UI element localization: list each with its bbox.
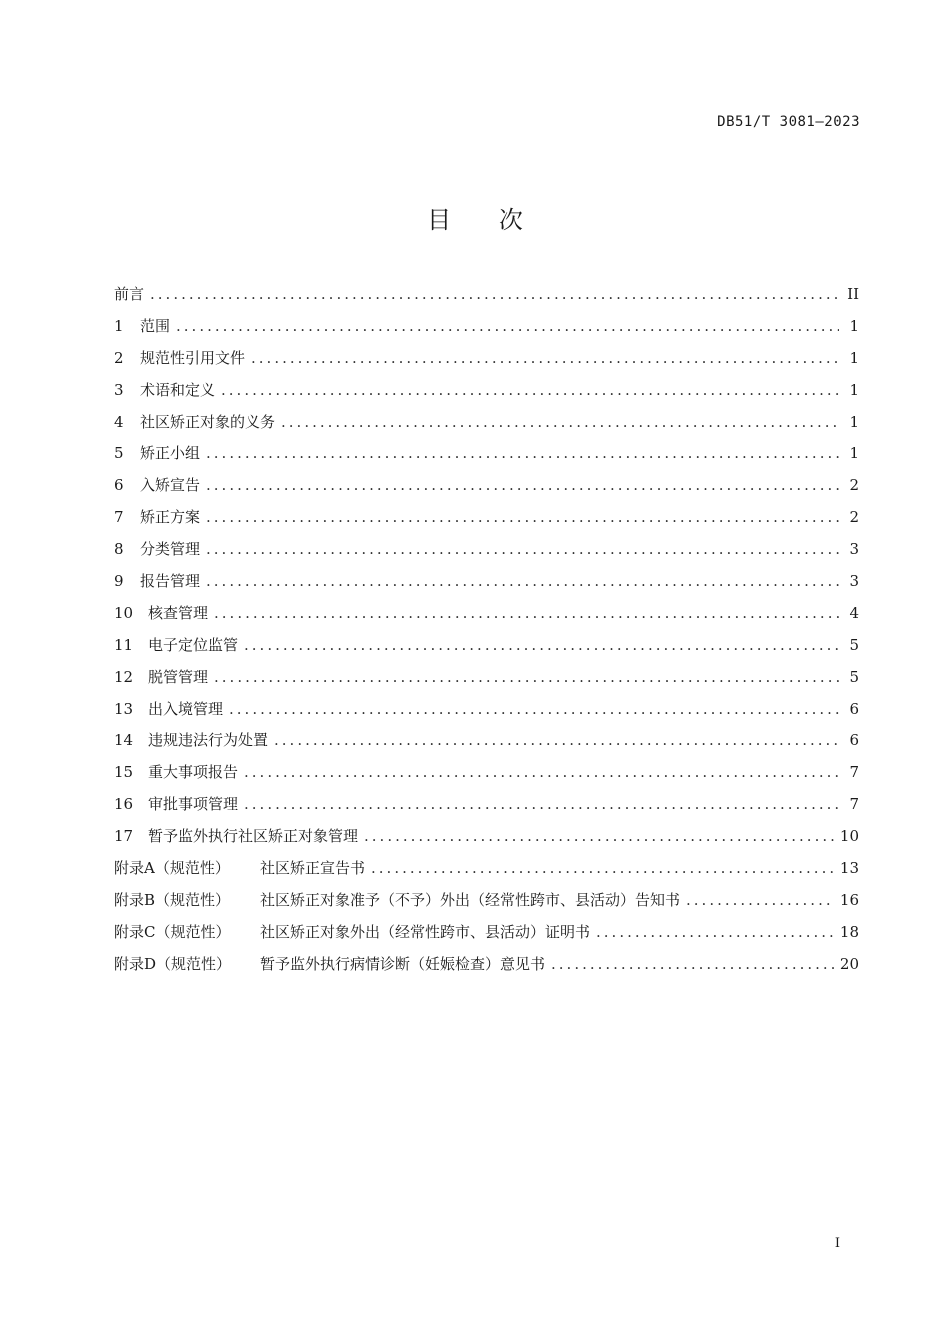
toc-number: 1 <box>114 316 124 335</box>
toc-label: 矫正方案 <box>140 508 201 527</box>
appendix-prefix: 附录D（规范性） <box>114 954 232 973</box>
appendix-prefix: 附录B（规范性） <box>114 890 231 909</box>
toc-entry[interactable] <box>114 379 859 411</box>
leader-dots <box>596 923 834 941</box>
footer-page-number: I <box>834 1236 840 1251</box>
toc-page: 20 <box>839 954 859 973</box>
toc-label: 电子定位监管 <box>148 635 239 654</box>
toc-label: 规范性引用文件 <box>140 348 246 367</box>
toc-entry[interactable] <box>114 570 859 602</box>
toc-entry[interactable] <box>114 315 859 347</box>
title-char-1: 目 <box>427 206 452 234</box>
leader-dots <box>206 572 839 590</box>
toc-number: 5 <box>114 444 124 463</box>
toc-page: 1 <box>849 444 859 463</box>
toc-number: 17 <box>114 827 134 846</box>
toc-label: 前言 <box>114 285 145 303</box>
toc-label: 入矫宣告 <box>140 476 201 495</box>
toc-number: 9 <box>114 572 124 591</box>
toc-label: 违规违法行为处置 <box>148 731 269 750</box>
toc-number: 15 <box>114 763 134 782</box>
toc-entry[interactable] <box>114 825 859 857</box>
toc-number: 12 <box>114 667 134 686</box>
title-char-2: 次 <box>498 206 523 234</box>
leader-dots <box>206 540 839 558</box>
toc-entry[interactable] <box>114 666 859 698</box>
leader-dots <box>206 476 839 494</box>
toc-label: 社区矫正对象外出（经常性跨市、县活动）证明书 <box>260 922 591 941</box>
leader-dots <box>176 317 839 335</box>
leader-dots <box>150 285 839 303</box>
document-code: DB51/T 3081—2023 <box>717 114 860 130</box>
toc-label: 社区矫正宣告书 <box>260 859 366 878</box>
table-of-contents <box>114 283 859 985</box>
leader-dots <box>274 731 839 749</box>
toc-label: 分类管理 <box>140 540 201 559</box>
leader-dots <box>214 604 839 622</box>
toc-number: 6 <box>114 476 124 495</box>
leader-dots <box>206 508 839 526</box>
toc-page: 1 <box>849 412 859 431</box>
toc-label: 术语和定义 <box>140 380 216 399</box>
toc-page: 5 <box>849 635 859 654</box>
toc-label: 脱管管理 <box>148 667 209 686</box>
toc-number: 11 <box>114 635 134 654</box>
leader-dots <box>244 636 839 654</box>
toc-label: 重大事项报告 <box>148 763 239 782</box>
toc-number: 16 <box>114 795 134 814</box>
toc-number: 13 <box>114 699 134 718</box>
toc-page: 1 <box>849 380 859 399</box>
toc-number: 4 <box>114 412 124 431</box>
toc-number: 2 <box>114 348 124 367</box>
toc-label: 暂予监外执行病情诊断（妊娠检查）意见书 <box>260 954 546 973</box>
toc-page: 16 <box>839 890 859 909</box>
toc-label: 社区矫正对象准予（不予）外出（经常性跨市、县活动）告知书 <box>260 890 681 909</box>
leader-dots <box>229 700 839 718</box>
leader-dots <box>364 827 834 845</box>
toc-entry[interactable] <box>114 602 859 634</box>
toc-page: 18 <box>839 922 859 941</box>
toc-entry[interactable] <box>114 729 859 761</box>
toc-page: 4 <box>849 603 859 622</box>
toc-page: 10 <box>839 827 859 846</box>
toc-label: 审批事项管理 <box>148 795 239 814</box>
toc-entry[interactable] <box>114 283 859 315</box>
leader-dots <box>371 859 834 877</box>
toc-entry[interactable] <box>114 442 859 474</box>
toc-label: 出入境管理 <box>148 699 224 718</box>
leader-dots <box>244 795 839 813</box>
leader-dots <box>214 668 839 686</box>
leader-dots <box>686 891 834 909</box>
toc-appendix-entry[interactable] <box>114 921 859 953</box>
toc-page: 1 <box>849 316 859 335</box>
toc-entry[interactable] <box>114 793 859 825</box>
toc-number: 10 <box>114 603 134 622</box>
toc-page: 7 <box>849 763 859 782</box>
toc-entry[interactable] <box>114 698 859 730</box>
appendix-prefix: 附录A（规范性） <box>114 859 230 878</box>
toc-page: 3 <box>849 572 859 591</box>
toc-number: 3 <box>114 380 124 399</box>
leader-dots <box>551 955 834 973</box>
toc-page: 2 <box>849 508 859 527</box>
toc-entry[interactable] <box>114 634 859 666</box>
leader-dots <box>281 413 839 431</box>
toc-page: 7 <box>849 795 859 814</box>
toc-entry[interactable] <box>114 347 859 379</box>
leader-dots <box>206 444 839 462</box>
toc-label: 社区矫正对象的义务 <box>140 412 276 431</box>
toc-page: 6 <box>849 699 859 718</box>
leader-dots <box>221 381 839 399</box>
toc-appendix-entry[interactable] <box>114 889 859 921</box>
appendix-prefix: 附录C（规范性） <box>114 922 231 941</box>
toc-page: 1 <box>849 348 859 367</box>
toc-appendix-entry[interactable] <box>114 857 859 889</box>
toc-entry[interactable] <box>114 411 859 443</box>
toc-number: 14 <box>114 731 134 750</box>
toc-page: 3 <box>849 540 859 559</box>
toc-label: 核查管理 <box>148 603 209 622</box>
toc-page: 5 <box>849 667 859 686</box>
toc-entry[interactable] <box>114 506 859 538</box>
toc-number: 8 <box>114 540 124 559</box>
toc-page: 13 <box>839 859 859 878</box>
toc-label: 矫正小组 <box>140 444 201 463</box>
leader-dots <box>251 349 839 367</box>
leader-dots <box>244 763 839 781</box>
toc-label: 暂予监外执行社区矫正对象管理 <box>148 827 359 846</box>
toc-appendix-entry[interactable] <box>114 953 859 985</box>
toc-entry[interactable] <box>114 474 859 506</box>
toc-number: 7 <box>114 508 124 527</box>
toc-label: 范围 <box>140 316 171 335</box>
toc-page: II <box>847 285 859 303</box>
page-title <box>0 200 950 235</box>
toc-entry[interactable] <box>114 761 859 793</box>
toc-label: 报告管理 <box>140 572 201 591</box>
toc-page: 2 <box>849 476 859 495</box>
toc-page: 6 <box>849 731 859 750</box>
toc-entry[interactable] <box>114 538 859 570</box>
